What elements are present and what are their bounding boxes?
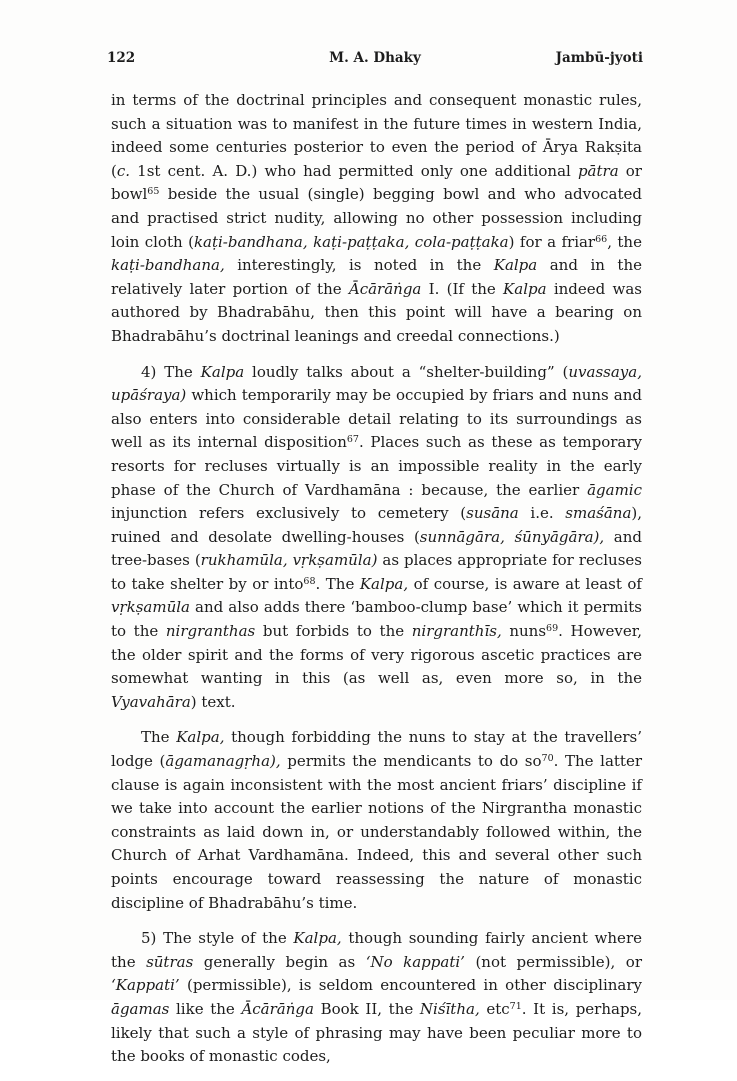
paragraph — [111, 361, 642, 715]
text-run: of course, is aware at least of — [408, 574, 642, 593]
text-run: which temporarily may be occupied by friars and nuns and also enters into considerable detail relating to its surroundings as well as its internal disposition — [111, 386, 642, 452]
italic-text: āgamanagṛha), — [165, 752, 281, 771]
italic-text: āgamic — [587, 480, 642, 499]
text-run: ) text. — [190, 692, 236, 711]
footnote-ref: 70 — [541, 753, 554, 765]
footnote-ref: 69 — [546, 623, 559, 635]
text-run: nuns — [501, 622, 547, 641]
footnote-ref: 65 — [147, 186, 160, 198]
text-run: though sounding fairly ancient where the — [111, 929, 642, 971]
text-run: . Places such as these as temporary resorts for recluses virtually is an impossible reality in the early phase of the Church of Vardhamāna : because, the earlier — [111, 433, 642, 499]
text-run: and also adds there ‘bamboo-clump base’ which it permits to the — [111, 598, 642, 641]
text-run: . It is, perhaps, likely that such a style of phrasing may have been peculiar more to the books of monastic codes, — [111, 999, 643, 1066]
italic-text: Kalpa — [503, 279, 547, 298]
text-run: ), ruined and desolate dwelling-houses ( — [111, 504, 643, 546]
italic-text: rukhamūla, vṛkṣamūla) — [200, 551, 378, 570]
text-run: . The — [315, 574, 360, 593]
italic-text: Ācārāṅga — [241, 999, 314, 1018]
text-run: permits the mendicants to do so — [280, 752, 542, 771]
text-run: I. (If the — [421, 279, 504, 298]
text-run: interestingly, is noted in the — [224, 256, 494, 275]
italic-text: ‘No kappati’ — [365, 952, 465, 971]
author-name: M. A. Dhaky — [329, 50, 421, 66]
text-run: 4) The — [141, 362, 201, 381]
italic-text: Vyavahāra — [111, 692, 191, 711]
italic-text: Niśītha, — [419, 999, 480, 1018]
text-run: as places appropriate for recluses to take shelter by or into — [111, 551, 642, 593]
text-run: 1st cent. A. D.) who had permitted only one additional — [130, 161, 578, 180]
italic-text: sūtras — [146, 952, 194, 971]
text-run: injunction refers exclusively to cemetery ( — [111, 504, 467, 523]
italic-text: āgamas — [111, 999, 170, 1018]
text-run: 5) The style of the — [141, 929, 294, 948]
page-number: 122 — [107, 50, 136, 66]
italic-text: Kalpa — [200, 362, 245, 381]
italic-text: susāna — [466, 504, 519, 523]
italic-text: c. — [116, 161, 131, 180]
italic-text: Kalpa — [493, 256, 538, 275]
footnote-ref: 68 — [303, 575, 316, 587]
text-run: , the — [607, 232, 642, 251]
text-run: . The latter clause is again inconsistent with the most ancient friars’ discipline if we take into account the earlier notions of the Nirgrantha monastic constraints as laid down in, or understandably followed within, the Church of Arhat Vardhamāna. Indeed, this and several other such points encourage toward reassessing the nature of monastic discipline of Bhadrabāhu’s time. — [111, 752, 643, 912]
italic-text: smaśāna — [565, 504, 632, 523]
text-run: and in the relatively later portion of the — [111, 256, 642, 298]
italic-text: kaṭi-bandhana, — [111, 256, 225, 275]
footnote-ref: 67 — [346, 434, 359, 446]
text-run: though forbidding the nuns to stay at the travellers’ lodge ( — [111, 728, 642, 771]
text-run: Book II, the — [313, 999, 420, 1018]
italic-text: nirgranthas — [165, 622, 256, 641]
italic-text: Ācārāṅga — [348, 279, 422, 298]
journal-title: Jambū-jyoti — [555, 50, 643, 66]
text-run: beside the usual (single) begging bowl and who advocated and practised strict nudity, allowing no other possession including loin cloth ( — [111, 185, 642, 251]
italic-text: Kalpa, — [293, 929, 342, 948]
text-run: and tree-bases ( — [111, 527, 642, 570]
text-run: i.e. — [518, 504, 566, 523]
text-run: loudly talks about a “shelter-building” ( — [244, 362, 569, 381]
paragraph — [111, 927, 642, 1069]
text-run: generally begin as — [193, 952, 366, 971]
text-run: . However, the older spirit and the forms of very rigorous ascetic practices are somewhat wanting in this (as well as, even more so, in the — [111, 622, 642, 688]
text-run: like the — [169, 999, 242, 1018]
running-header — [107, 50, 643, 72]
footnote-ref: 71 — [509, 1000, 522, 1012]
italic-text: pātra — [577, 161, 619, 180]
text-run: etc — [479, 999, 510, 1018]
text-run: (permissible), is seldom encountered in other disciplinary — [179, 976, 642, 995]
text-run: indeed was authored by Bhadrabāhu, then this point will have a bearing on Bhadrabāhu’s doctrinal leanings and creedal connections.) — [111, 279, 642, 345]
italic-text: Kalpa, — [359, 574, 409, 593]
italic-text: vṛkṣamūla — [111, 598, 190, 617]
text-run: (not permissible), or — [464, 952, 643, 971]
italic-text: sunnāgāra, śūnyāgāra), — [419, 527, 605, 546]
text-run: or bowl — [111, 161, 642, 204]
text-run: in terms of the doctrinal principles and consequent monastic rules, such a situation was to manifest in the future times in western India, indeed some centuries posterior to even the period of Ārya Rakṣita ( — [111, 91, 642, 180]
paragraph — [111, 726, 642, 915]
body-text — [111, 89, 642, 1081]
text-run: The — [141, 728, 177, 747]
italic-text: ‘Kappati’ — [111, 976, 180, 995]
italic-text: kaṭi-bandhana, kaṭi-paṭṭaka, cola-paṭṭaka — [193, 232, 509, 251]
paragraph — [111, 89, 642, 349]
text-run: but forbids to the — [255, 622, 412, 641]
text-run: ) for a friar — [508, 232, 596, 251]
footnote-ref: 66 — [595, 233, 608, 245]
italic-text: Kalpa, — [176, 728, 225, 747]
italic-text: uvassaya, upāśraya) — [111, 362, 642, 405]
italic-text: nirgranthīs, — [411, 622, 502, 641]
